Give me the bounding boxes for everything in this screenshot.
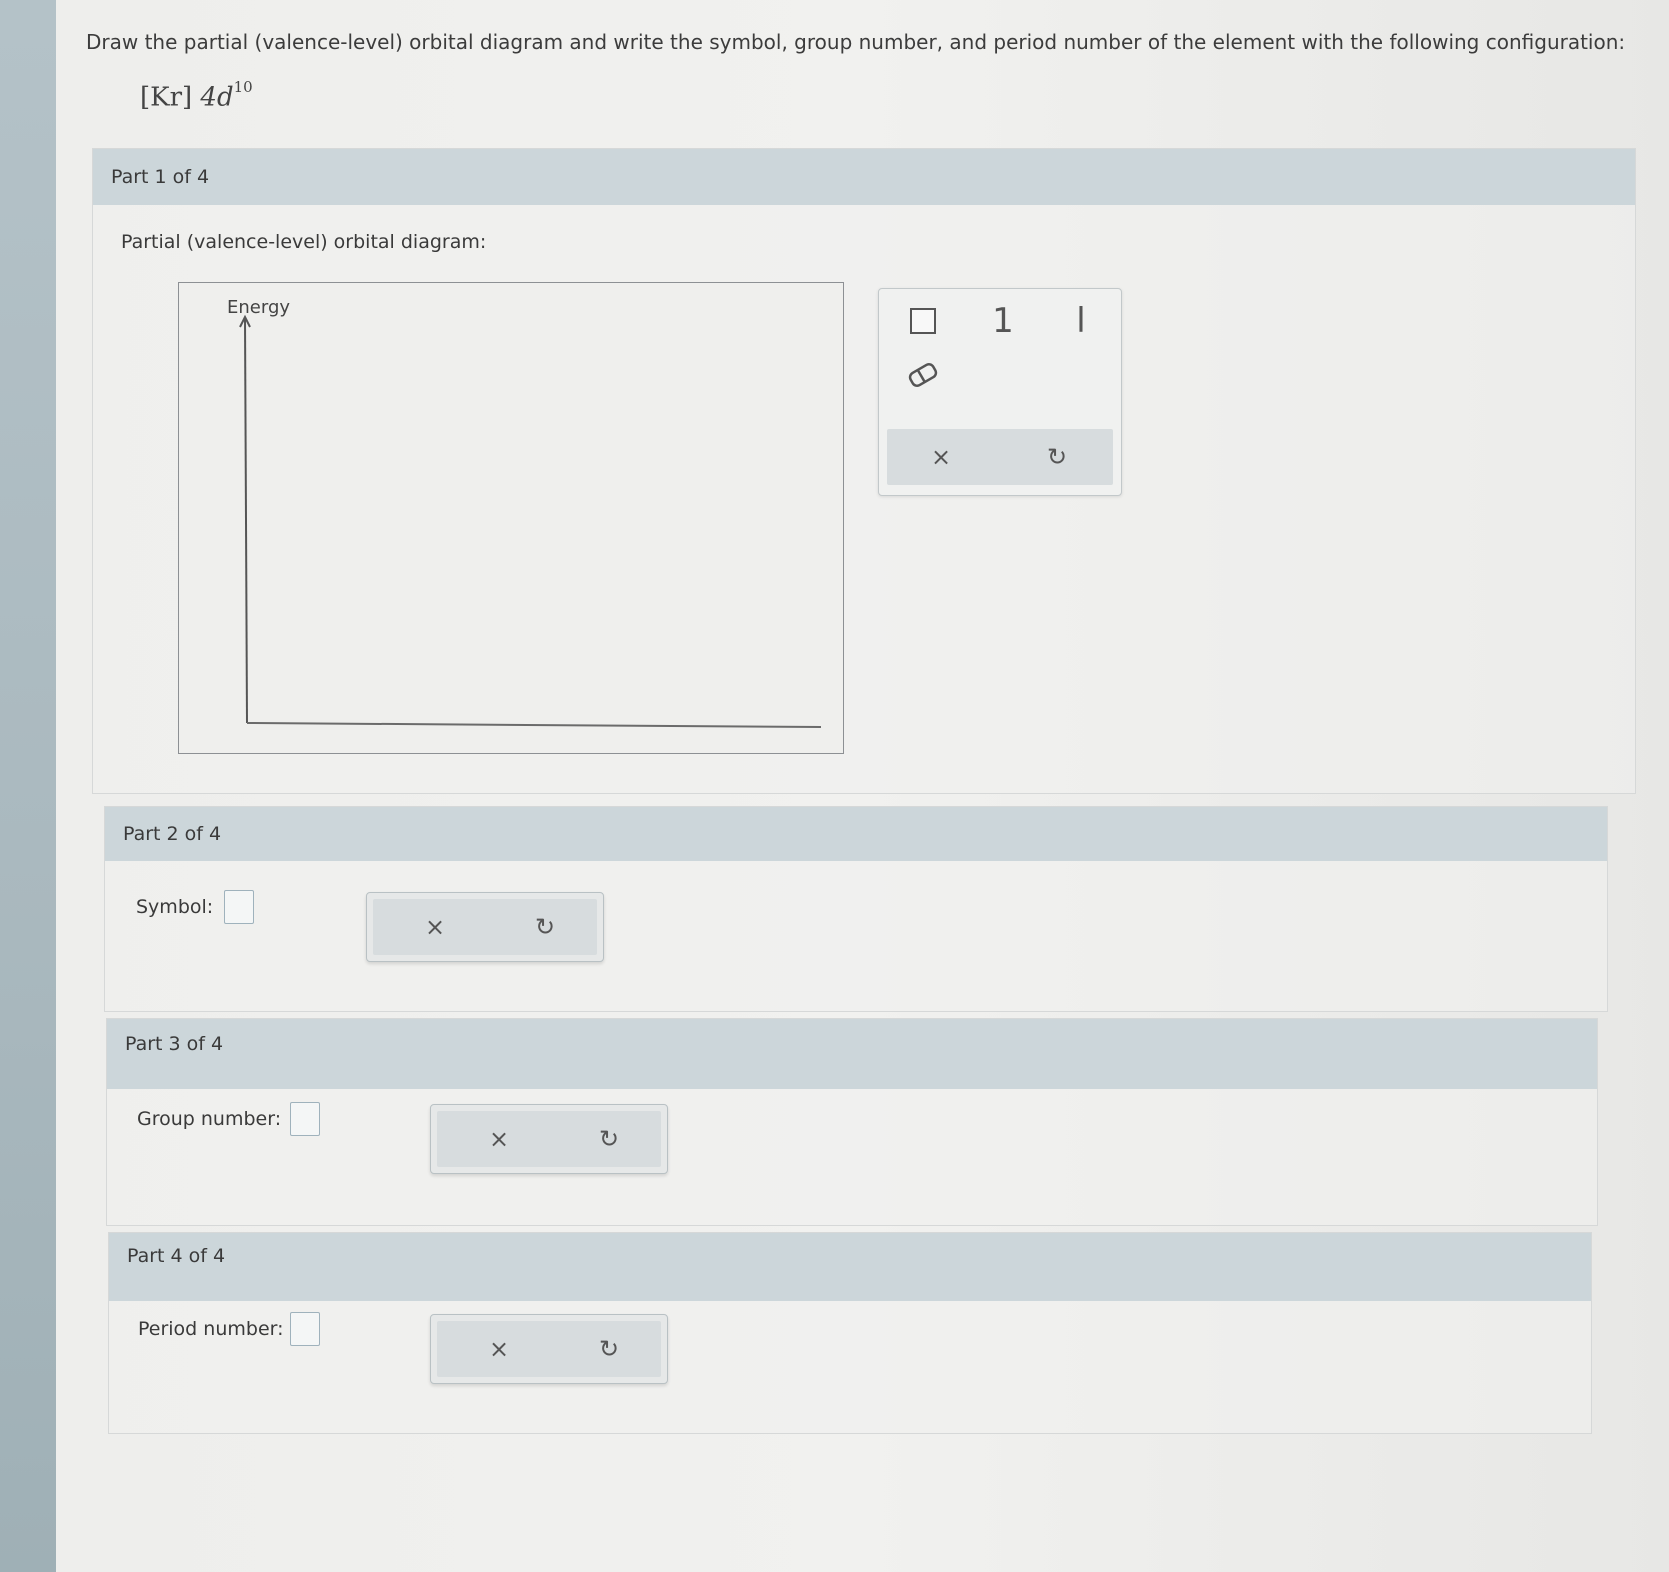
undo-icon[interactable]: [525, 907, 565, 947]
energy-axis-arrow: [245, 319, 247, 723]
part3-header: [107, 1019, 1597, 1089]
clear-icon[interactable]: [479, 1329, 519, 1369]
part4-button-group: [430, 1314, 668, 1384]
part1-reset-label: ↻: [1046, 443, 1068, 471]
part4-reset-label: ↻: [598, 1335, 620, 1363]
question-text: Draw the partial (valence-level) orbital diagram and write the symbol, group number, and period number of the element with the following configuration:: [86, 30, 1626, 54]
group-number-input[interactable]: [290, 1102, 320, 1136]
config-superscript: 10: [233, 78, 253, 96]
spin-up-label: 1: [992, 301, 1014, 341]
part4-panel: [108, 1232, 1592, 1434]
part3-clear-label: ×: [488, 1125, 510, 1153]
undo-icon[interactable]: [1037, 437, 1077, 477]
part1-header-label: Part 1 of 4: [111, 166, 210, 188]
baseline-axis: [247, 723, 821, 727]
left-edge-strip: [0, 0, 56, 1572]
electron-configuration: [140, 78, 253, 113]
group-number-label: Group number:: [137, 1108, 282, 1130]
energy-axis-label: Energy: [227, 297, 291, 318]
part3-button-group: [430, 1104, 668, 1174]
part4-clear-label: ×: [488, 1335, 510, 1363]
symbol-input[interactable]: [224, 890, 254, 924]
undo-icon[interactable]: [589, 1119, 629, 1159]
part3-panel: [106, 1018, 1598, 1226]
part4-header-label: Part 4 of 4: [127, 1245, 226, 1267]
part2-button-group: [366, 892, 604, 962]
symbol-label: Symbol:: [136, 896, 214, 918]
part3-reset-label: ↻: [598, 1125, 620, 1153]
period-number-input[interactable]: [290, 1312, 320, 1346]
part1-header: [93, 149, 1635, 205]
part4-header: [109, 1233, 1591, 1301]
part2-clear-label: ×: [424, 913, 446, 941]
part3-header-label: Part 3 of 4: [125, 1033, 224, 1055]
part2-button-bar: [373, 899, 597, 955]
period-number-label: Period number:: [138, 1318, 284, 1340]
energy-axes: [179, 283, 845, 755]
part2-header-label: Part 2 of 4: [123, 823, 222, 845]
part2-header: [105, 807, 1607, 861]
part1-clear-label: ×: [930, 443, 952, 471]
clear-icon[interactable]: [479, 1119, 519, 1159]
part2-reset-label: ↻: [534, 913, 556, 941]
clear-icon[interactable]: [415, 907, 455, 947]
undo-icon[interactable]: [589, 1329, 629, 1369]
config-core: [Kr]: [140, 82, 193, 113]
part1-prompt: Partial (valence-level) orbital diagram:: [121, 231, 487, 253]
config-orbital: 4d: [200, 82, 234, 113]
part3-button-bar: [437, 1111, 661, 1167]
spin-down-arrow-button[interactable]: [1061, 301, 1101, 341]
toolbox-action-bar: [887, 429, 1113, 485]
part2-panel: [104, 806, 1608, 1012]
spin-up-arrow-button[interactable]: [983, 301, 1023, 341]
clear-icon[interactable]: [921, 437, 961, 477]
eraser-icon[interactable]: [903, 355, 943, 395]
spin-down-label: l: [1076, 301, 1086, 341]
orbital-toolbox: [878, 288, 1122, 496]
orbital-diagram-canvas[interactable]: [178, 282, 844, 754]
part4-button-bar: [437, 1321, 661, 1377]
square-orbital-icon[interactable]: [903, 301, 943, 341]
